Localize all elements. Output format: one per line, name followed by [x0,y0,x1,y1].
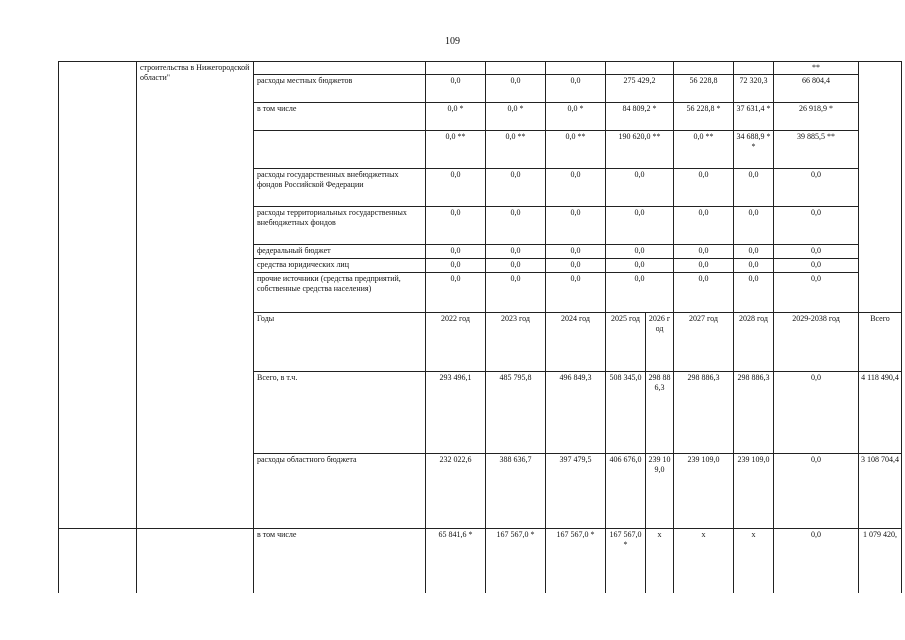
table-cell: 0,0 ** [486,131,546,169]
table-cell: 0,0 [426,273,486,313]
year-cell: 2024 год [546,313,606,372]
table-cell: 56 228,8 * [674,103,734,131]
table-cell: 0,0 [546,259,606,273]
row-label [254,131,426,169]
row-label: расходы местных бюджетов [254,75,426,103]
table-cell: 0,0 [426,169,486,207]
table-cell: 0,0 [774,273,859,313]
table-cell: 37 631,4 * [734,103,774,131]
table-cell: 0,0 [606,273,674,313]
table-cell [674,62,734,75]
row-label: Всего, в т.ч. [254,372,426,454]
table-cell: 0,0 [774,259,859,273]
budget-table [58,61,902,593]
table-cell: 167 567,0 * [606,529,646,593]
table-row [59,62,902,75]
year-cell: 2025 год [606,313,646,372]
table-cell: 239 109,0 [646,454,674,529]
table-cell: 298 886,3 [674,372,734,454]
table-cell: 0,0 [674,245,734,259]
table-cell [59,529,137,593]
table-cell: 0,0 * [486,103,546,131]
table-cell: 167 567,0 * [546,529,606,593]
table-cell: 0,0 * [426,103,486,131]
row-label: расходы государственных внебюджетных фондов Российской Федерации [254,169,426,207]
table-cell [606,62,674,75]
table-cell: 508 345,0 [606,372,646,454]
table-cell: 0,0 [426,259,486,273]
row-label: расходы областного бюджета [254,454,426,529]
table-cell: 0,0 [606,259,674,273]
years-header-label: Годы [254,313,426,372]
table-cell: 65 841,6 * [426,529,486,593]
table-cell: 0,0 [774,169,859,207]
table-cell: 72 320,3 [734,75,774,103]
table-cell: 0,0 [734,207,774,245]
table-cell: 232 022,6 [426,454,486,529]
table-cell: 84 809,2 * [606,103,674,131]
table-cell: 239 109,0 [734,454,774,529]
table-cell: 0,0 [426,207,486,245]
table-cell: 0,0 [546,245,606,259]
year-cell: 2026 год [646,313,674,372]
row-label: в том числе [254,529,426,593]
table-cell: 0,0 [606,207,674,245]
table-cell: 406 676,0 [606,454,646,529]
table-cell: 0,0 [546,75,606,103]
table-cell: 0,0 [606,169,674,207]
table-cell: 0,0 [674,259,734,273]
table-cell: 397 479,5 [546,454,606,529]
table-cell: 0,0 [546,169,606,207]
table-cell: 34 688,9 ** [734,131,774,169]
table-cell: 0,0 [774,454,859,529]
table-cell: 56 228,8 [674,75,734,103]
table-cell [486,62,546,75]
table-cell: 1 079 420, [859,529,902,593]
table-cell [426,62,486,75]
table-cell: 0,0 [486,273,546,313]
table-cell: 0,0 [486,245,546,259]
table-cell: 0,0 [674,169,734,207]
table-cell: 0,0 * [546,103,606,131]
row-label [254,62,426,75]
table-cell: 26 918,9 * [774,103,859,131]
table-cell: 0,0 [734,245,774,259]
table-cell [859,62,902,313]
table-cell: 3 108 704,4 [859,454,902,529]
page-number: 109 [445,36,460,47]
table-cell [546,62,606,75]
table-cell: 0,0 [486,207,546,245]
table-cell: 0,0 [674,207,734,245]
year-cell: 2029-2038 год [774,313,859,372]
table-cell: 0,0 [734,259,774,273]
table-cell: 39 885,5 ** [774,131,859,169]
table-cell: ** [774,62,859,75]
table-cell: 167 567,0 * [486,529,546,593]
table-cell: 190 620,0 ** [606,131,674,169]
table-cell: 0,0 [774,372,859,454]
table-cell: 298 886,3 [646,372,674,454]
table-cell: 0,0 ** [546,131,606,169]
table-cell: x [734,529,774,593]
table-cell: 0,0 [734,169,774,207]
table-cell: 0,0 [486,75,546,103]
table-cell: 485 795,8 [486,372,546,454]
table-cell: 0,0 [546,207,606,245]
year-cell: Всего [859,313,902,372]
table-cell: 0,0 [774,207,859,245]
table-cell: x [674,529,734,593]
table-cell: 388 636,7 [486,454,546,529]
table-cell [137,529,254,593]
table-cell: 0,0 [606,245,674,259]
table-cell: 298 886,3 [734,372,774,454]
table-cell: 496 849,3 [546,372,606,454]
table-cell: x [646,529,674,593]
table-cell: 0,0 [546,273,606,313]
table-cell: 0,0 [486,169,546,207]
table-row [59,529,902,593]
row-label: прочие источники (средства предприятий, собственные средства населения) [254,273,426,313]
table-cell: 4 118 490,4 [859,372,902,454]
row-label: расходы территориальных государственных внебюджетных фондов [254,207,426,245]
table-cell: 0,0 [774,529,859,593]
table-cell: 0,0 [426,245,486,259]
table-cell: 66 804,4 [774,75,859,103]
table-cell: 275 429,2 [606,75,674,103]
table-cell: 0,0 [426,75,486,103]
table-cell: 0,0 [734,273,774,313]
table-cell: 0,0 [486,259,546,273]
year-cell: 2022 год [426,313,486,372]
row-label: федеральный бюджет [254,245,426,259]
table-cell: 0,0 ** [426,131,486,169]
row-label: средства юридических лиц [254,259,426,273]
year-cell: 2023 год [486,313,546,372]
table-cell: 0,0 ** [674,131,734,169]
year-cell: 2028 год [734,313,774,372]
row-label: в том числе [254,103,426,131]
table-cell [734,62,774,75]
year-cell: 2027 год [674,313,734,372]
program-title-cell: строительства в Нижегородской области" [137,62,254,529]
table-cell: 0,0 [774,245,859,259]
table-cell: 0,0 [674,273,734,313]
table-cell: 293 496,1 [426,372,486,454]
table-cell [59,62,137,529]
table-cell: 239 109,0 [674,454,734,529]
